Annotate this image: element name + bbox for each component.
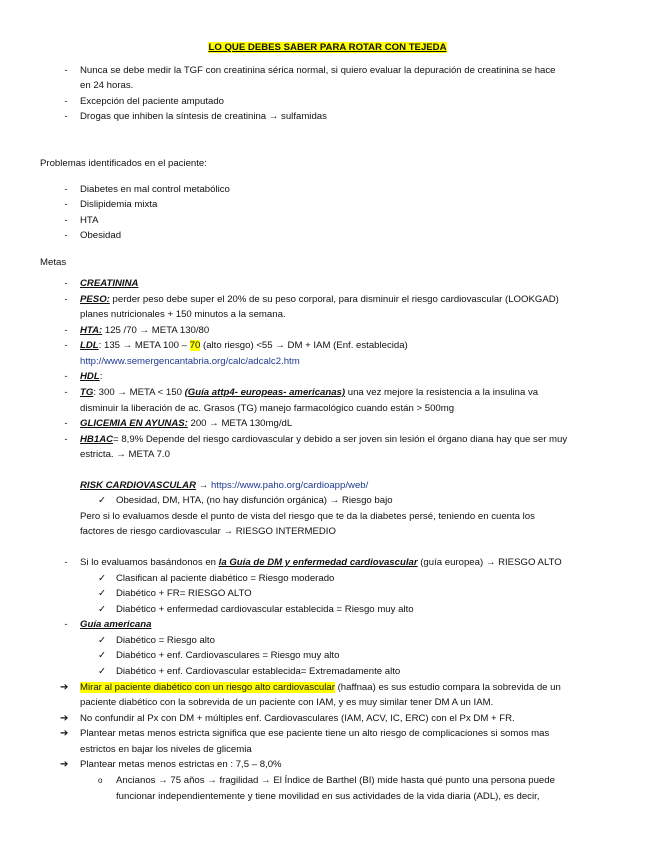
dash-icon: - [64,96,68,107]
check-icon: ✓ [98,588,107,599]
dash-icon: - [64,184,68,195]
circle-bullet-icon: o [98,776,103,785]
ldl-highlight: 70 [189,340,201,351]
dash-icon: - [64,294,68,305]
haffner-highlight: Mirar al paciente diabético con un riesgo alto cardiovascular [80,682,335,693]
check-icon: ✓ [98,650,107,661]
check-icon: ✓ [98,604,107,615]
document-title: LO QUE DEBES SABER PARA ROTAR CON TEJEDA [208,42,447,53]
dash-icon: - [64,340,68,351]
document-page: LO QUE DEBES SABER PARA ROTAR CON TEJEDA - Nunca se debe medir la TGF con creatinina sérica normal, si quiero evaluar la depuración de creatinina se hace en 24 horas. - Excepción del paciente amputado - Drogas que inhiben la síntesis de creatinina → sulfamidas Problemas identificados en el paciente: - Diabetes en mal control metabólico - Dislipidemia mixta - HTA - Obesidad Metas - CREATININA - PESO: perder peso debe super el 20% de su peso corporal, para disminuir el riesgo cardiovascular (LOOKGAD) planes nutricionales + 150 minutos a la semana. - HTA: 125 /70 → META 130/80 - LDL: 135 → META 100 – 70 (alto riesgo) <55 → DM + IAM (Enf. establecida) http://www.semergencantabria.org/calc/adcalc2.htm - HDL: - TG: 300 → META < 150 (Guía attp4- europeas- americanas) una vez mejore la resistencia a la insulina va disminuir la liberación de ac. Grasos (TG) manejo farmacológico cuando están > 500mg - GLICEMIA EN AYUNAS: 200 → META 130mg/dL - HB1AC= 8,9% Depende del riesgo cardiovascular y debido a ser joven sin lesión el órgano diana hay que ser muy estricta. → META 7.0 RISK CARDIOVASCULAR → https://www.paho.org/cardioapp/web/ ✓ Obesidad, DM, HTA, (no hay disfunción orgánica) → Riesgo bajo Pero si lo evaluamos desde el punto de vista del riesgo que te da la diabetes persé, teniendo en cuenta los factores de riesgo cardiovascular → RIESGO INTERMEDIO - Si lo evaluamos basándonos en la Guía de DM y enfermedad cardiovascular (guía europea) → RIESGO ALTO ✓ Clasifican al paciente diabético = Riesgo moderado ✓ Diabético + FR= RIESGO ALTO ✓ Diabético + enfermedad cardiovascular establecida = Riesgo muy alto - Guía americana ✓ Diabético = Riesgo alto ✓ Diabético + enf. Cardiovasculares = Riesgo muy alto ✓ Diabético + enf. Cardiovascular establecida= Extremadamente alto ➔ Mirar al paciente diabético con un riesgo alto cardiovascular (haffnaa) es sus estudio compara la sobrevida de un paciente diabético con la sobrevida de un paciente con IAM, y es muy similar tener DM A un IAM. ➔ No confundir al Px con DM + múltiples enf. Cardiovasculares (IAM, ACV, IC, ERC) con el Px DM + FR. ➔ Plantear metas menos estricta significa que ese paciente tiene un alto riesgo de complicaciones si somos mas estrictos en bajar los niveles de glicemia ➔ Plantear metas menos estrictas en : 7,5 – 8,0% o Ancianos → 75 años → fragilidad → El Índice de Barthel (BI) mide hasta qué punto una persona puede funcionar independientemente y tiene movilidad en sus actividades de la vida diaria (ADL), es decir, [0,0,655,848]
check-icon: ✓ [98,495,107,506]
dash-icon: - [64,325,68,336]
dash-icon: - [64,418,68,429]
dash-icon: - [64,371,68,382]
dash-icon: - [64,199,68,210]
dash-icon: - [64,278,68,289]
arrow-right-icon: ➔ [60,682,69,693]
dash-icon: - [64,230,68,241]
paho-cardioapp-link[interactable]: https://www.paho.org/cardioapp/web/ [210,480,369,491]
check-icon: ✓ [98,666,107,677]
dash-icon: - [64,215,68,226]
dash-icon: - [64,434,68,445]
check-icon: ✓ [98,635,107,646]
arrow-right-icon: ➔ [60,728,69,739]
dash-icon: - [64,387,68,398]
dash-icon: - [64,111,68,122]
arrow-right-icon: ➔ [60,713,69,724]
dash-icon: - [64,557,68,568]
arrow-right-icon: ➔ [60,759,69,770]
dash-icon: - [64,619,68,630]
ldl-calc-link[interactable]: http://www.semergencantabria.org/calc/adcalc2.htm [80,356,300,367]
check-icon: ✓ [98,573,107,584]
dash-icon: - [64,65,68,76]
